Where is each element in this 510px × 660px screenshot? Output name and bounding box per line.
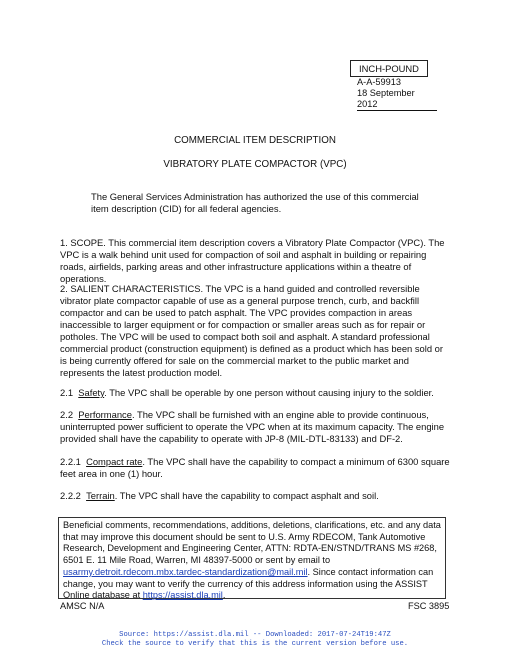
authorization-paragraph: The General Services Administration has authorized the use of this commercial item description (CID) for all federal agencies. xyxy=(91,191,419,214)
terrain-number: 2.2.2 xyxy=(60,490,81,501)
performance-text: . The VPC shall be furnished with an engine able to provide continuous, uninterrupted power sufficient to operate the VPC when at its maximum capacity. The engine provided shall have the capability to operate with JP-8 (MIL-DTL-83133) and DF-2. xyxy=(60,409,445,444)
document-date: 18 September 2012 xyxy=(357,88,437,111)
scope-paragraph: 1. SCOPE. This commercial item description covers a Vibratory Plate Compactor (VPC). The VPC is a walk behind unit used for compaction of soil and asphalt in building or repairing roads, airfields, parking areas and other infrastructure applications within a theatre of operations. xyxy=(60,237,445,284)
amsc-label: AMSC N/A xyxy=(60,601,105,611)
compact-rate-number: 2.2.1 xyxy=(60,456,81,467)
email-link[interactable]: usarmy.detroit.rdecom.mbx.tardec-standardization@mail.mil xyxy=(63,566,308,577)
cid-label: COMMERCIAL ITEM DESCRIPTION xyxy=(174,135,336,146)
inch-pound-box: INCH-POUND xyxy=(350,60,428,77)
source-stamp-line-1: Source: https://assist.dla.mil -- Downloaded: 2017-07-24T19:47Z xyxy=(119,631,391,639)
notice-text-3: . xyxy=(222,590,226,601)
source-stamp-line-2: Check the source to verify that this is the current version before use. xyxy=(101,640,409,648)
notice-text-2: . Since contact information can change, you may want to verify the currency of this address information using the ASSIST Online database at xyxy=(63,566,434,601)
performance-heading: Performance xyxy=(78,409,132,420)
comments-notice-box xyxy=(58,517,446,599)
terrain-text: . The VPC shall have the capability to compact asphalt and soil. xyxy=(114,490,379,501)
salient-characteristics-paragraph: 2. SALIENT CHARACTERISTICS. The VPC is a hand guided and controlled reversible vibrator plate compactor capable of use as a general purpose trench, curb, and backfill compactor and can be used to patch asphalt. The VPC provides compaction in areas inaccessible to larger equipment or for compaction or smaller areas such as for repair or potholes. The VPC will be used to compact both soil and asphalt. A standard professional commercial product (construction equipment) is defined as a product which has been sold or is being currently offered for sale on the commercial market to the public market and represents the latest production model. xyxy=(60,283,444,378)
assist-link[interactable]: https://assist.dla.mil xyxy=(142,590,223,601)
item-title: VIBRATORY PLATE COMPACTOR (VPC) xyxy=(163,159,347,170)
terrain-heading: Terrain xyxy=(86,490,115,501)
safety-heading: Safety xyxy=(78,387,105,398)
terrain-paragraph xyxy=(60,490,452,502)
performance-number: 2.2 xyxy=(60,409,74,420)
performance-paragraph xyxy=(60,409,452,445)
notice-text-1: Beneficial comments, recommendations, additions, deletions, clarifications, etc. and any data that may improve this document should be sent to U.S. Army RDECOM, Tank Automotive Research, Development and Engineering Center, ATTN: RDTA-EN/STND/TRANS MS #268, 6501 E. 11 Mile Road, Warren, MI 48397-5000 or sent by email to xyxy=(63,520,441,566)
safety-paragraph xyxy=(60,387,452,399)
safety-text: . The VPC shall be operable by one person without causing injury to the soldier. xyxy=(104,387,434,398)
safety-number: 2.1 xyxy=(60,387,74,398)
compact-rate-text: . The VPC shall have the capability to compact a minimum of 6300 square feet area in one (1) hour. xyxy=(60,456,450,479)
fsc-label: FSC 3895 xyxy=(408,601,450,611)
compact-rate-heading: Compact rate xyxy=(86,456,143,467)
document-id: A-A-59913 xyxy=(357,77,401,87)
compact-rate-paragraph xyxy=(60,456,452,480)
